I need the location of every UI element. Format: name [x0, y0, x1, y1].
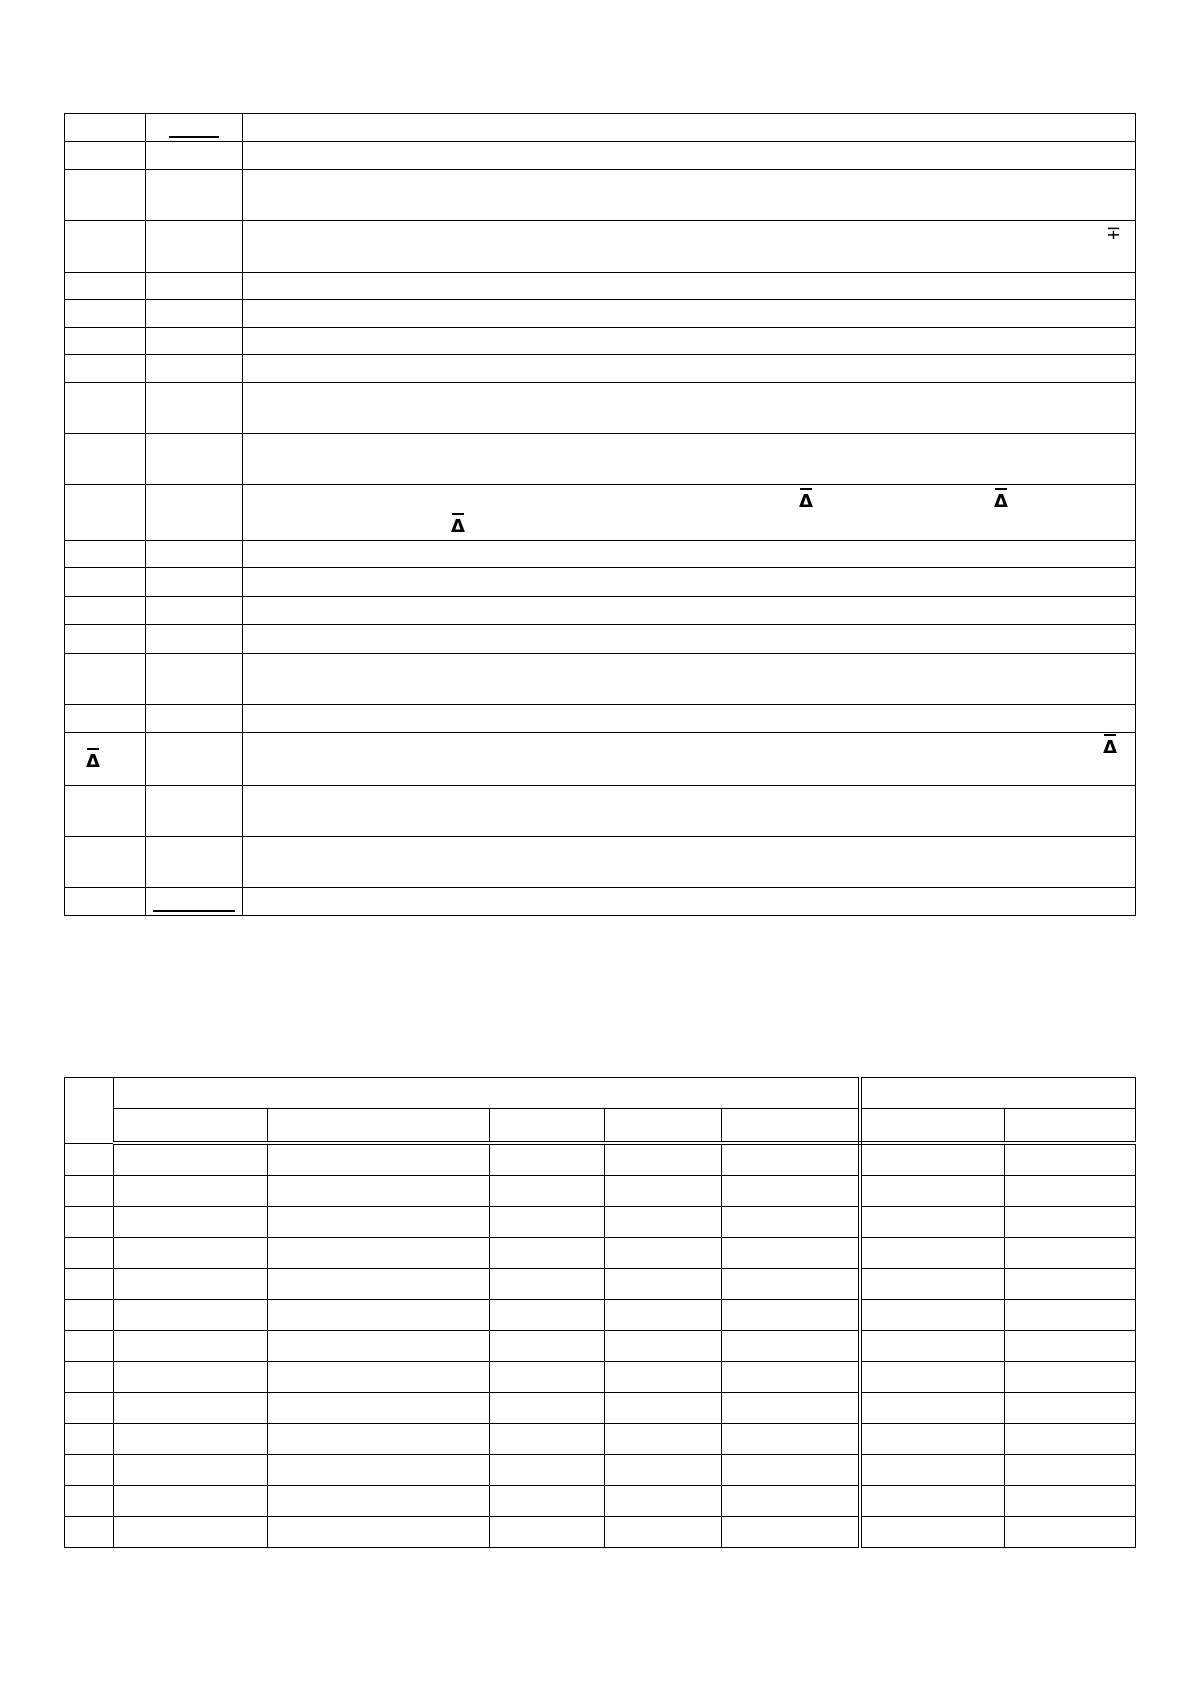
table-cell [65, 1176, 114, 1207]
table-cell [114, 1517, 268, 1548]
table-cell [860, 1269, 1005, 1300]
table-cell [605, 1269, 722, 1300]
table-cell [1005, 1455, 1136, 1486]
table-cell [114, 1455, 268, 1486]
table-cell [114, 1300, 268, 1331]
column-header [605, 1109, 722, 1144]
table-row [65, 654, 1136, 705]
table-row [65, 1238, 1136, 1269]
table-cell [490, 1207, 605, 1238]
minus-plus-symbol: ∓ [1105, 223, 1121, 244]
table-cell [65, 1455, 114, 1486]
delta-bar-symbol: Δ [86, 751, 100, 772]
table-cell [243, 114, 1136, 142]
table-row [65, 837, 1136, 888]
table-cell [860, 1300, 1005, 1331]
table-row [65, 355, 1136, 383]
table-cell [722, 1176, 860, 1207]
table-body [65, 1143, 1136, 1548]
table-cell [114, 1393, 268, 1424]
table-cell [490, 1393, 605, 1424]
table-cell [268, 1143, 490, 1176]
table-cell [722, 1362, 860, 1393]
table-row [65, 142, 1136, 170]
table-header-row [65, 1078, 1136, 1109]
table-cell [1005, 1176, 1136, 1207]
definitions-table [64, 113, 1136, 916]
table-cell [605, 1238, 722, 1269]
table-row [65, 434, 1136, 485]
table-cell [65, 1143, 114, 1176]
table-cell [65, 1517, 114, 1548]
table-cell [490, 1362, 605, 1393]
table-cell [1005, 1424, 1136, 1455]
table-cell [114, 1362, 268, 1393]
table-cell [268, 1331, 490, 1362]
table-cell [1005, 1269, 1136, 1300]
table-cell [1005, 1486, 1136, 1517]
table-cell [722, 1207, 860, 1238]
table-cell [114, 1143, 268, 1176]
column-header [490, 1109, 605, 1144]
table-cell [860, 1238, 1005, 1269]
table-cell [722, 1238, 860, 1269]
table-cell [860, 1362, 1005, 1393]
table-cell [605, 1393, 722, 1424]
table-cell [65, 1207, 114, 1238]
table-cell [114, 1424, 268, 1455]
group-header-right [860, 1078, 1136, 1109]
table-cell [65, 1331, 114, 1362]
table-cell [860, 1143, 1005, 1176]
data-grid-table [64, 1077, 1136, 1548]
table-cell [114, 1176, 268, 1207]
table-cell [268, 1517, 490, 1548]
table-cell [490, 1300, 605, 1331]
table-cell [268, 1362, 490, 1393]
table-row [65, 1143, 1136, 1176]
table-cell [1005, 1362, 1136, 1393]
table-cell [722, 1300, 860, 1331]
table-row [65, 541, 1136, 568]
delta-bar-symbol: Δ [799, 491, 813, 512]
table-row [65, 273, 1136, 300]
table-row [65, 786, 1136, 837]
table-row [65, 485, 1136, 541]
table-cell [1005, 1143, 1136, 1176]
table-row [65, 1424, 1136, 1455]
underline-rule [153, 910, 235, 912]
table-cell [268, 1300, 490, 1331]
table-cell [605, 1176, 722, 1207]
table-row [65, 705, 1136, 733]
table-cell [722, 1517, 860, 1548]
table-cell [605, 1424, 722, 1455]
table-subheader-row [65, 1109, 1136, 1144]
table-cell [268, 1455, 490, 1486]
table-row [65, 1362, 1136, 1393]
table-cell [860, 1207, 1005, 1238]
table-cell [65, 1269, 114, 1300]
table-cell [722, 1486, 860, 1517]
column-header [268, 1109, 490, 1144]
row-number-header [65, 1078, 114, 1144]
delta-bar-symbol: Δ [994, 491, 1008, 512]
table-row [65, 597, 1136, 625]
table-cell [722, 1393, 860, 1424]
table-cell [1005, 1393, 1136, 1424]
table-cell [722, 1424, 860, 1455]
table-row [65, 568, 1136, 597]
table-cell [722, 1269, 860, 1300]
table-cell [1005, 1331, 1136, 1362]
table-cell [65, 114, 146, 142]
table-row [65, 1300, 1136, 1331]
table-row [65, 221, 1136, 273]
table-row [65, 1331, 1136, 1362]
table-row [65, 114, 1136, 142]
group-header-left [114, 1078, 860, 1109]
table-cell [490, 1517, 605, 1548]
table-row [65, 1455, 1136, 1486]
table-row [65, 625, 1136, 654]
table-cell [722, 1331, 860, 1362]
table-cell [65, 1238, 114, 1269]
column-header [114, 1109, 268, 1144]
table-cell [605, 1143, 722, 1176]
table-row [65, 383, 1136, 434]
table-cell [490, 1331, 605, 1362]
delta-bar-symbol: Δ [1103, 737, 1117, 758]
table-cell [605, 1362, 722, 1393]
table-cell [605, 1300, 722, 1331]
underline-rule [169, 136, 219, 138]
table-cell [65, 1362, 114, 1393]
table-cell [268, 1424, 490, 1455]
table-cell [490, 1176, 605, 1207]
table-cell [490, 1238, 605, 1269]
table-cell [114, 1331, 268, 1362]
table-cell [490, 1143, 605, 1176]
table-cell [65, 1300, 114, 1331]
table-cell [860, 1176, 1005, 1207]
table-cell [605, 1207, 722, 1238]
table-cell [146, 114, 243, 142]
table-cell [65, 1486, 114, 1517]
table-cell [605, 1517, 722, 1548]
table-cell [605, 1455, 722, 1486]
table-row [65, 328, 1136, 355]
table-cell [268, 1176, 490, 1207]
column-header [860, 1109, 1005, 1144]
table-cell [1005, 1517, 1136, 1548]
table-cell [114, 1486, 268, 1517]
table-row [65, 1176, 1136, 1207]
table-cell [860, 1331, 1005, 1362]
table-row [65, 1517, 1136, 1548]
table-cell [860, 1486, 1005, 1517]
table-cell [1005, 1207, 1136, 1238]
table-cell [722, 1455, 860, 1486]
table-row [65, 1269, 1136, 1300]
table-cell [860, 1517, 1005, 1548]
table-cell [860, 1424, 1005, 1455]
table-cell [605, 1331, 722, 1362]
table-cell [268, 1269, 490, 1300]
table-row [65, 1486, 1136, 1517]
table-cell [860, 1393, 1005, 1424]
table-cell [490, 1424, 605, 1455]
table-cell [268, 1486, 490, 1517]
table-cell [114, 1238, 268, 1269]
table-row [65, 170, 1136, 221]
table-cell [268, 1393, 490, 1424]
delta-bar-symbol: Δ [451, 516, 465, 537]
table-cell [1005, 1238, 1136, 1269]
table-cell [490, 1455, 605, 1486]
table-row [65, 1207, 1136, 1238]
table-cell [1005, 1300, 1136, 1331]
table-cell [490, 1486, 605, 1517]
column-header [722, 1109, 860, 1144]
table-cell [490, 1269, 605, 1300]
table-cell [605, 1486, 722, 1517]
column-header [1005, 1109, 1136, 1144]
table-row [65, 888, 1136, 916]
table-cell [268, 1207, 490, 1238]
table-row [65, 1393, 1136, 1424]
table-row [65, 733, 1136, 786]
table-cell [722, 1143, 860, 1176]
table-cell [114, 1269, 268, 1300]
table-row [65, 300, 1136, 328]
table-cell [860, 1455, 1005, 1486]
table-cell [114, 1207, 268, 1238]
table-cell [65, 1424, 114, 1455]
table-cell [268, 1238, 490, 1269]
table-cell [65, 1393, 114, 1424]
